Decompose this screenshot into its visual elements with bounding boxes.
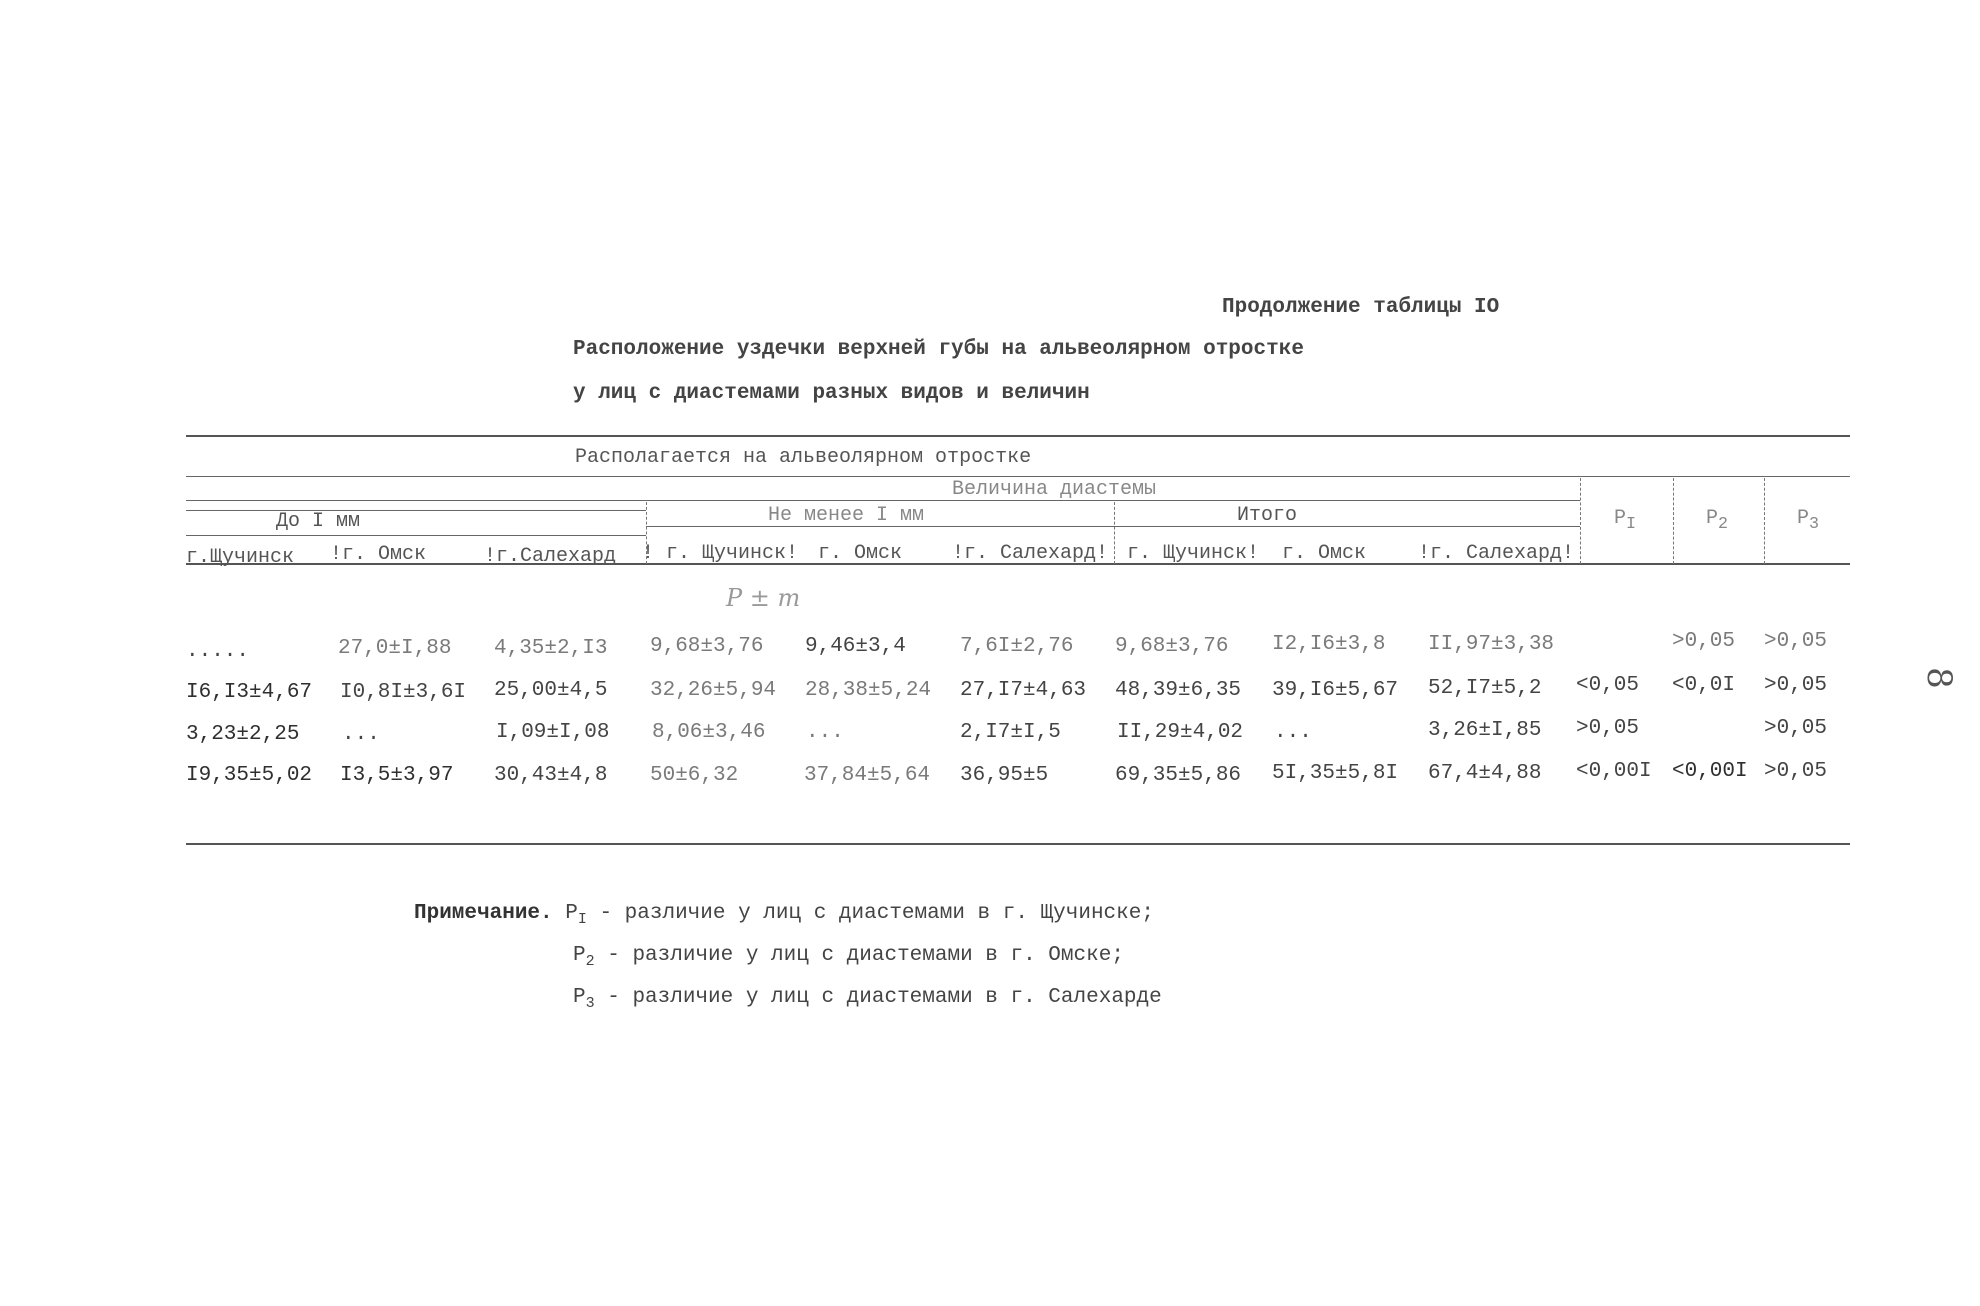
city-header-3: !г.Салехард (484, 545, 617, 568)
row4-p1: <0,00I (1576, 760, 1652, 783)
city-header-8: г. Омск (1282, 542, 1367, 565)
row1-salekhard-total: II,97±3,38 (1428, 633, 1555, 656)
row3-shchuchinsk-min1: 8,06±3,46 (652, 721, 766, 744)
row1-salekhard-upto1: 4,35±2,I3 (494, 637, 608, 660)
row1-omsk-total: I2,I6±3,8 (1272, 633, 1386, 656)
note-line-2: $P_2$ - различие у лиц с диастемами в г. Омске; (573, 944, 1124, 971)
row2-omsk-upto1: I0,8I±3,6I (340, 681, 467, 704)
row2-omsk-total: 39,I6±5,67 (1272, 679, 1399, 702)
continuation-label: Продолжение таблицы IO (1222, 296, 1500, 319)
row4-salekhard-total: 67,4±4,88 (1428, 762, 1542, 785)
row3-salekhard-min1: 2,I7±I,5 (960, 721, 1061, 744)
separator-band-2 (1114, 502, 1115, 564)
p3-header: $P_3$ (1797, 507, 1820, 534)
city-header-6: !г. Салехард! (952, 542, 1109, 565)
city-header-4: ! г. Щучинск! (642, 542, 799, 565)
row4-shchuchinsk-min1: 50±6,32 (650, 764, 739, 787)
row1-shchuchinsk-total: 9,68±3,76 (1115, 635, 1229, 658)
band-left-lower-rule (186, 535, 646, 536)
separator-p1 (1580, 478, 1581, 564)
row4-omsk-min1: 37,84±5,64 (804, 764, 931, 787)
band-not-less-1mm: Не менее I мм (768, 504, 925, 527)
table-title-line-1: Расположение уздечки верхней губы на альвеолярном отростке (573, 338, 1304, 361)
note-line-3: $P_3$ - различие у лиц с диастемами в г. Салехарде (573, 986, 1162, 1013)
row1-omsk-upto1: 27,0±I,88 (338, 637, 452, 660)
city-header-9: !г. Салехард! (1418, 542, 1575, 565)
note-line-1: Примечание. $P_I$ - различие у лиц с диастемами в г. Щучинске; (414, 902, 1154, 929)
row1-omsk-min1: 9,46±3,4 (805, 635, 906, 658)
row2-p3: >0,05 (1764, 674, 1828, 697)
p1-header: $P_I$ (1614, 507, 1637, 534)
table-title-line-2: у лиц с диастемами разных видов и величин (573, 382, 1090, 405)
row3-omsk-total: ... (1274, 721, 1312, 744)
row2-shchuchinsk-total: 48,39±6,35 (1115, 679, 1242, 702)
group-title-rule (186, 476, 1850, 477)
subgroup-title-rule (186, 500, 1580, 501)
subgroup-title: Величина диастемы (952, 478, 1157, 501)
row1-p2: >0,05 (1672, 630, 1736, 653)
band-total: Итого (1237, 504, 1298, 527)
city-header-2: !г. Омск (330, 543, 427, 566)
row4-shchuchinsk-total: 69,35±5,86 (1115, 764, 1242, 787)
note-lead: Примечание. (414, 902, 553, 925)
row2-shchuchinsk-upto1: I6,I3±4,67 (186, 681, 313, 704)
row1-shchuchinsk-upto1: ..... (186, 640, 250, 663)
row2-salekhard-min1: 27,I7±4,63 (960, 679, 1087, 702)
row3-shchuchinsk-upto1: 3,23±2,25 (186, 723, 300, 746)
row3-shchuchinsk-total: II,29±4,02 (1117, 721, 1244, 744)
table-bottom-rule (186, 843, 1850, 845)
separator-p2 (1673, 478, 1674, 564)
row1-salekhard-min1: 7,6I±2,76 (960, 635, 1074, 658)
row2-salekhard-total: 52,I7±5,2 (1428, 677, 1542, 700)
row2-shchuchinsk-min1: 32,26±5,94 (650, 679, 777, 702)
margin-page-mark: 8 (1918, 667, 1959, 689)
city-header-1: г.Щучинск (186, 546, 295, 569)
row1-shchuchinsk-min1: 9,68±3,76 (650, 635, 764, 658)
row3-salekhard-upto1: I,09±I,08 (496, 721, 610, 744)
unit-label: P ± m (726, 584, 801, 612)
row2-p1: <0,05 (1576, 674, 1640, 697)
row4-salekhard-upto1: 30,43±4,8 (494, 764, 608, 787)
row4-p3: >0,05 (1764, 760, 1828, 783)
row3-omsk-upto1: ... (342, 723, 380, 746)
separator-p3 (1764, 478, 1765, 564)
row3-omsk-min1: ... (806, 721, 844, 744)
row2-omsk-min1: 28,38±5,24 (805, 679, 932, 702)
row2-salekhard-upto1: 25,00±4,5 (494, 679, 608, 702)
row4-shchuchinsk-upto1: I9,35±5,02 (186, 764, 313, 787)
group-title: Располагается на альвеолярном отростке (575, 446, 1032, 469)
table-top-rule (186, 435, 1850, 437)
row3-p3: >0,05 (1764, 717, 1828, 740)
city-header-7: г. Щучинск! (1127, 542, 1260, 565)
band-up-to-1mm: До I мм (276, 510, 361, 533)
p2-header: $P_2$ (1706, 507, 1729, 534)
row4-omsk-upto1: I3,5±3,97 (340, 764, 454, 787)
row2-p2: <0,0I (1672, 674, 1736, 697)
row4-salekhard-min1: 36,95±5 (960, 764, 1049, 787)
row3-p1: >0,05 (1576, 717, 1640, 740)
city-header-5: г. Омск (818, 542, 903, 565)
row4-p2: <0,00I (1672, 760, 1748, 783)
band-left-rule (186, 510, 646, 511)
row1-p3: >0,05 (1764, 630, 1828, 653)
row3-salekhard-total: 3,26±I,85 (1428, 719, 1542, 742)
row4-omsk-total: 5I,35±5,8I (1272, 762, 1399, 785)
